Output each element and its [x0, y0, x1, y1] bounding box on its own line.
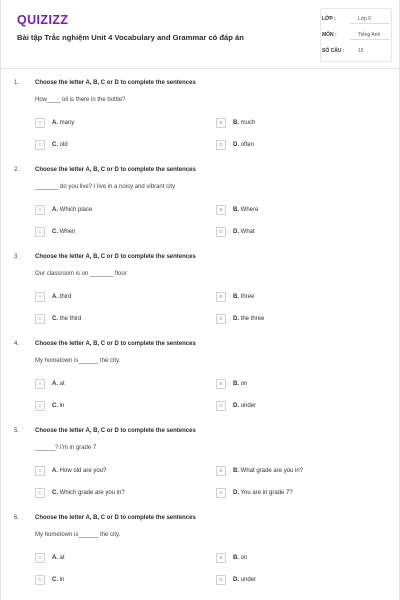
option-label: B. [233, 380, 239, 387]
option-label: C. [52, 402, 58, 409]
option-label: B. [233, 119, 239, 126]
option-letter-box: D [216, 140, 226, 150]
option-letter-box: A [35, 292, 45, 302]
meta-divider [350, 23, 390, 24]
question-text: My hometown is______ the city. [35, 358, 121, 364]
option-letter-box: B [216, 466, 226, 476]
option-text: many [59, 119, 75, 126]
option-label: A. [52, 206, 58, 213]
option-text: You are in grade 7? [240, 489, 293, 496]
question-text: My hometown is______ the city. [35, 532, 121, 538]
meta-class-value: Lớp 6 [358, 16, 372, 22]
question-instruction: Choose the letter A, B, C or D to complete the sentences [35, 341, 196, 347]
option-letter-box: B [216, 118, 226, 128]
option-letter-box: C [35, 140, 45, 150]
option-letter-box: D [216, 401, 226, 411]
meta-divider [350, 39, 390, 40]
option-letter-box: C [35, 227, 45, 237]
question-text: ______? I'm in grade 7 [35, 445, 97, 451]
option-label: D. [233, 315, 239, 322]
quizizz-logo: QUIZIZZ [17, 13, 69, 27]
option-letter-box: A [35, 553, 45, 563]
question-number: 5. [14, 428, 20, 434]
meta-subject-label: MÔN : [322, 32, 337, 38]
option-letter-box: B [216, 553, 226, 563]
option-text: under [240, 402, 257, 409]
question-instruction: Choose the letter A, B, C or D to complete the sentences [35, 80, 196, 86]
option-letter-box: D [216, 314, 226, 324]
option-label: C. [52, 228, 58, 235]
question-instruction: Choose the letter A, B, C or D to complete the sentences [35, 515, 196, 521]
option-text: in [59, 576, 65, 583]
option-text: Which place [59, 206, 93, 213]
option-letter-box: B [216, 205, 226, 215]
option-text: three [240, 293, 255, 300]
option-label: C. [52, 576, 58, 583]
option-text: Where [240, 206, 259, 213]
meta-count [320, 46, 390, 62]
question-text: _______ do you live? I live in a noisy and vibrant city [35, 184, 176, 190]
option-text: What [240, 228, 255, 235]
question-number: 4. [14, 341, 20, 347]
meta-class-label: LỚP : [322, 16, 336, 22]
question-instruction: Choose the letter A, B, C or D to complete the sentences [35, 428, 196, 434]
option-text: on [240, 380, 248, 387]
option-text: often [240, 141, 255, 148]
option-label: B. [233, 206, 239, 213]
meta-count-value: 15 [358, 48, 364, 54]
option-label: C. [52, 489, 58, 496]
option-letter-box: C [35, 488, 45, 498]
option-letter-box: A [35, 466, 45, 476]
option-letter-box: A [35, 205, 45, 215]
meta-count-label: SỐ CÂU : [322, 48, 345, 54]
question-text: How____ oil is there in the bottle? [35, 97, 126, 103]
option-label: D. [233, 576, 239, 583]
option-label: D. [233, 141, 239, 148]
option-letter-box: D [216, 227, 226, 237]
option-text: under [240, 576, 257, 583]
option-label: B. [233, 467, 239, 474]
option-label: C. [52, 315, 58, 322]
option-label: D. [233, 489, 239, 496]
question-number: 1. [14, 80, 20, 86]
option-label: A. [52, 293, 58, 300]
option-letter-box: C [35, 401, 45, 411]
option-text: What grade are you in? [240, 467, 304, 474]
option-text: the three [240, 315, 265, 322]
option-label: B. [233, 293, 239, 300]
option-label: A. [52, 467, 58, 474]
option-label: A. [52, 554, 58, 561]
option-label: A. [52, 119, 58, 126]
option-letter-box: D [216, 575, 226, 585]
question-number: 2. [14, 167, 20, 173]
page-title: Bài tập Trắc nghiệm Unit 4 Vocabulary and Grammar có đáp án [17, 33, 244, 42]
question-text: Our classroom is on _______ floor [35, 271, 127, 277]
option-text: old [59, 141, 68, 148]
question-number: 3. [14, 254, 20, 260]
option-text: third [59, 293, 72, 300]
option-letter-box: C [35, 575, 45, 585]
question-instruction: Choose the letter A, B, C or D to complete the sentences [35, 254, 196, 260]
meta-subject [320, 30, 390, 46]
option-letter-box: B [216, 379, 226, 389]
option-letter-box: B [216, 292, 226, 302]
option-letter-box: C [35, 314, 45, 324]
option-text: the third [59, 315, 82, 322]
option-text: Which grade are you in? [59, 489, 125, 496]
option-text: at [59, 380, 65, 387]
option-text: at [59, 554, 65, 561]
option-text: on [240, 554, 248, 561]
worksheet-header [1, 0, 400, 68]
question-number: 6. [14, 515, 20, 521]
option-text: When [59, 228, 76, 235]
option-text: in [59, 402, 65, 409]
option-label: A. [52, 380, 58, 387]
option-letter-box: A [35, 379, 45, 389]
header-divider [1, 68, 400, 69]
option-label: D. [233, 228, 239, 235]
question-instruction: Choose the letter A, B, C or D to complete the sentences [35, 167, 196, 173]
meta-class [320, 14, 390, 30]
option-letter-box: D [216, 488, 226, 498]
meta-subject-value: Tiếng Anh [358, 32, 381, 38]
option-letter-box: A [35, 118, 45, 128]
option-label: B. [233, 554, 239, 561]
option-label: D. [233, 402, 239, 409]
option-label: C. [52, 141, 58, 148]
option-text: much [240, 119, 256, 126]
option-text: How old are you? [59, 467, 107, 474]
